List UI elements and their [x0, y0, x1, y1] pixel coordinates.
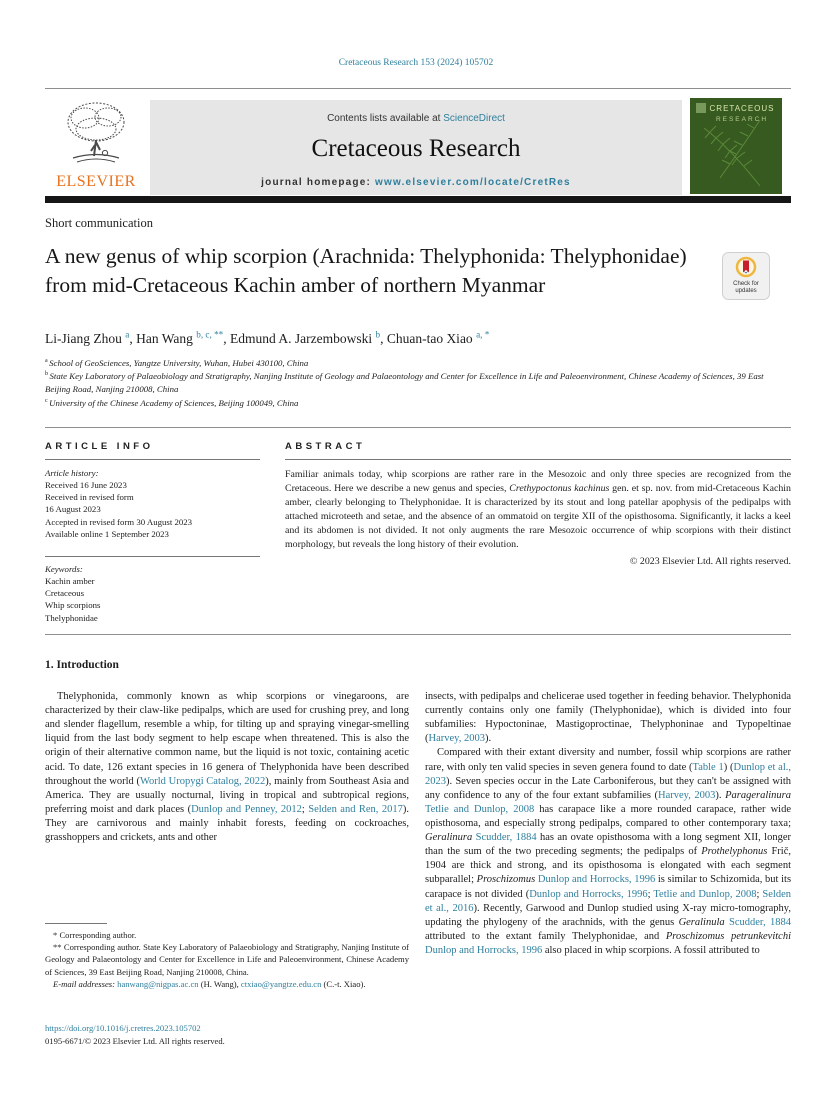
superscript-marker: b: [375, 329, 381, 340]
affiliations: [45, 357, 791, 410]
intro-paragraph-1-continued: [425, 690, 791, 746]
text-segment: has carapace like a more rounded carapace, rather wide opisthosoma, and especially strong pedipalps, compared to other contemporary taxa;: [425, 803, 791, 829]
text-segment: insects, with pedipalps and chelicerae used together in feeding behavior. Thelyphonida currently contains only one family (Thelyphonidae), which is divided into four subfamilies: Hypoctoninae, Mastigoproctinae, Thelyphoninae and Typopeltinae (: [425, 691, 791, 745]
citation-link[interactable]: ctxiao@yangtze.edu.cn: [240, 978, 322, 989]
text-segment: ), mainly from Southeast Asia and America. They are usually nocturnal, living in tropical and subtropical regions, preferring moist and dark places (: [45, 775, 410, 815]
affiliation: [45, 397, 791, 410]
history-line: Available online 1 September 2023: [45, 528, 169, 539]
citation-link[interactable]: hanwang@nigpas.ac.cn: [117, 978, 199, 989]
text-segment: attributed to the extant family Thelyphonidae, and: [425, 930, 666, 942]
article-type-label: Short communication: [45, 216, 153, 230]
history-line: Received in revised form: [45, 492, 134, 503]
abstract-body: [285, 468, 791, 569]
check-badge-text2: updates: [735, 288, 757, 294]
citation-link[interactable]: Dunlop et al., 2023: [425, 761, 791, 787]
text-segment: ).: [484, 733, 492, 745]
text-segment: (C.-t. Xiao).: [321, 978, 366, 989]
citation-link[interactable]: Scudder, 1884: [475, 832, 537, 844]
superscript-marker: c: [45, 397, 50, 404]
text-segment: , Chuan-tao Xiao: [380, 331, 477, 346]
text-segment: Familiar animals today, whip scorpions are rather rare in the Mesozoic and only three species are recognized from the Cretaceous. Here we describe a new genus and species,: [285, 469, 791, 495]
text-segment: Li-Jiang Zhou: [45, 331, 126, 346]
citation-link[interactable]: Table 1: [692, 761, 724, 773]
keyword: Whip scorpions: [45, 600, 101, 611]
article-info-heading: ARTICLE INFO: [45, 441, 154, 452]
text-segment: ;: [647, 888, 654, 900]
journal-banner: [150, 100, 682, 195]
text-segment: also placed in whip scorpions. A fossil attributed to: [542, 944, 760, 956]
elsevier-tree-icon: [53, 98, 139, 170]
article-history-lines: [45, 479, 270, 540]
superscript-marker: a: [125, 329, 130, 340]
keywords-block: [45, 563, 270, 624]
citation-link[interactable]: Dunlop and Penney, 2012: [191, 803, 302, 815]
journal-title: Cretaceous Research: [311, 135, 521, 162]
sciencedirect-link[interactable]: ScienceDirect: [443, 113, 505, 124]
text-segment: ). They are carnivorous and mainly inhabit forests, feeding on cockroaches, grasshoppers and crickets, ants and other: [45, 803, 409, 844]
article-history: [45, 467, 270, 540]
text-segment: ;: [301, 803, 309, 815]
footnote-corresponding: * Corresponding author.: [53, 930, 137, 940]
text-segment: ). Recently, Garwood and Dunlop studied using X-ray micro-tomography, updating the phylogeny of the arachnids, with the genus: [425, 902, 791, 928]
superscript-marker: b, c, **: [196, 329, 224, 340]
text-segment: , Han Wang: [129, 331, 197, 346]
text-segment: ) (: [723, 761, 734, 773]
history-line: 16 August 2023: [45, 504, 101, 515]
text-segment: is similar to Schizomida, but its carapace is not divided (: [425, 874, 792, 900]
footnote-emails: [45, 978, 409, 990]
cover-title-line1: CRETACEOUS: [709, 104, 775, 113]
text-segment: Compared with their extant diversity and number, fossil whip scorpions are rather rare, with only ten valid species in seven genera found to date (: [425, 747, 791, 773]
text-segment: ). Seven species occur in the Late Carboniferous, but they can't be assigned with any confidence to any of the four extant subfamilies (: [425, 775, 791, 801]
divider-black-bar: [45, 196, 791, 203]
issn-copyright-line: 0195-6671/© 2023 Elsevier Ltd. All rights reserved.: [45, 1035, 225, 1046]
superscript-marker: a, *: [476, 329, 490, 340]
citation-link[interactable]: Dunlop and Horrocks, 1996: [529, 888, 648, 900]
section-heading-introduction: 1. Introduction: [45, 659, 119, 671]
text-segment: Prothelyphonus: [701, 846, 768, 858]
citation-link[interactable]: Selden et al., 2016: [425, 888, 791, 914]
citation-link[interactable]: World Uropygi Catalog, 2022: [139, 775, 266, 787]
homepage-prefix: journal homepage:: [261, 177, 376, 188]
homepage-link[interactable]: www.elsevier.com/locate/CretRes: [375, 177, 571, 188]
footnote-divider: [45, 923, 107, 924]
history-line: Received 16 June 2023: [45, 480, 127, 491]
citation-link[interactable]: Dunlop and Horrocks, 1996: [537, 874, 656, 886]
intro-paragraph-1: [45, 690, 409, 845]
citation-link[interactable]: Harvey, 2003: [658, 789, 716, 801]
footer-doi-block: [45, 1022, 445, 1048]
keyword: Cretaceous: [45, 588, 85, 599]
elsevier-wordmark: ELSEVIER: [56, 173, 136, 190]
text-segment: , Edmund A. Jarzembowski: [223, 331, 376, 346]
article-history-label: Article history:: [45, 468, 99, 478]
check-for-updates-badge[interactable]: [722, 252, 770, 300]
text-segment: State Key Laboratory of Palaeobiology and Stratigraphy, Nanjing Institute of Geology and Palaeontology and Center for Excellence in Life and Paleoenvironment, Chinese Academy of Sciences, 39 East Beijing Road, Nanjing 210008, China: [45, 371, 764, 395]
keywords-list: [45, 575, 270, 624]
history-line: Accepted in revised form 30 August 2023: [45, 516, 193, 527]
divider: [45, 556, 260, 557]
text-segment: Geralinula: [678, 916, 725, 928]
text-segment: Proschizomus petrunkevitchi: [665, 930, 791, 942]
abstract-heading: ABSTRACT: [285, 441, 366, 452]
abstract-paragraph: [285, 468, 791, 552]
keywords-label: Keywords:: [45, 564, 83, 574]
text-segment: Proschizomus: [476, 874, 536, 886]
homepage-line: [150, 177, 682, 188]
check-badge-text1: Check for: [733, 281, 759, 287]
divider: [285, 459, 791, 460]
superscript-marker: a: [45, 358, 50, 365]
divider: [45, 88, 791, 89]
journal-cover-image: [690, 98, 782, 194]
authors-line: [45, 331, 745, 347]
divider: [45, 459, 260, 460]
contents-line: [150, 113, 682, 124]
text-segment: has an ovate opisthosoma with a long segment XII, longer than the sum of the two preceding segments; the pedipalps of: [425, 832, 791, 858]
check-for-updates-icon: [722, 252, 770, 300]
text-segment: Frič, 1904 are thick and strong, and its opisthosoma is elongated with each segment subparallel;: [425, 846, 791, 886]
affiliation: [45, 370, 791, 396]
cover-title-line2: RESEARCH: [715, 116, 769, 123]
journal-cover: [690, 98, 782, 194]
divider: [45, 427, 791, 428]
citation-link[interactable]: Tetlie and Dunlop, 2008: [653, 888, 757, 900]
footnote-corresponding-2: ** Corresponding author. State Key Laboratory of Palaeobiology and Stratigraphy, Nanjing Institute of Geology and Palaeontology and Center for Excellence in Life and Paleoenvironment, Chinese Academy of Sciences, 39 East Beijing Road, Nanjing 210008, China.: [45, 942, 409, 977]
affiliation: [45, 357, 791, 370]
text-segment: Thelyphonida, commonly known as whip scorpions or vinegaroons, are characterized by their claw-like pedipalps, which are used for crushing prey, and long and slender flagellum, resemble a whip, for tilting up and spraying vinegar-smelling liquid from the last body segment to help escape when threatened. This is also the origin of their alternative common name, but the liquid is not toxic, containing acetic acid. To date, 126 extant species in 16 genera of Thelyphonida have been described throughout the world (: [45, 691, 409, 787]
text-segment: School of GeoSciences, Yangtze University, Wuhan, Hubei 430100, China: [49, 358, 309, 368]
text-segment: ).: [715, 789, 726, 801]
running-head: Cretaceous Research 153 (2024) 105702: [338, 58, 494, 68]
intro-paragraph-2: [425, 746, 791, 958]
article-title: A new genus of whip scorpion (Arachnida: Thelyphonida: Thelyphonidae) from mid-Cretaceous Kachin amber of northern Myanmar: [45, 244, 687, 297]
keyword: Thelyphonidae: [45, 612, 98, 623]
citation-link[interactable]: Dunlop and Horrocks, 1996: [425, 944, 543, 956]
text-segment: Parageralinura: [725, 789, 792, 801]
doi-link[interactable]: https://doi.org/10.1016/j.cretres.2023.105702: [45, 1023, 201, 1033]
superscript-marker: b: [45, 371, 50, 378]
citation-link[interactable]: Scudder, 1884: [729, 916, 791, 928]
contents-prefix: Contents lists available at: [327, 113, 444, 124]
divider: [45, 634, 791, 635]
text-segment: gen. et sp. nov. from mid-Cretaceous Kachin amber, clearly belonging to Thelyphonidae. It is characterized by its stout and long patellar apophysis of the pedipalps with attached microteeth and setae, and the absence of an ommatoid on tergite XII of the opisthosoma. Significantly, it lacks a keel and its abdomen is not divided. It not only augments the rare Mesozoic occurrence of whip scorpions with their distinct morphology, but reveals the long history of their evolution.: [285, 483, 791, 551]
text-segment: University of the Chinese Academy of Sciences, Beijing 100049, China: [49, 397, 299, 408]
text-segment: Crethypoctonus kachinus: [509, 483, 610, 495]
elsevier-logo: [45, 98, 147, 195]
text-segment: ;: [756, 888, 763, 900]
keyword: Kachin amber: [45, 576, 95, 587]
copyright-line: © 2023 Elsevier Ltd. All rights reserved.: [629, 556, 791, 568]
body-column-right: [425, 690, 791, 958]
citation-link[interactable]: Harvey, 2003: [428, 733, 485, 745]
text-segment: E-mail addresses:: [53, 978, 118, 989]
footnotes: [45, 929, 409, 990]
text-segment: (H. Wang),: [198, 978, 241, 989]
text-segment: Geralinura: [425, 832, 473, 844]
citation-link[interactable]: Selden and Ren, 2017: [308, 803, 403, 815]
body-column-left: [45, 690, 409, 845]
citation-link[interactable]: Tetlie and Dunlop, 2008: [425, 803, 535, 815]
